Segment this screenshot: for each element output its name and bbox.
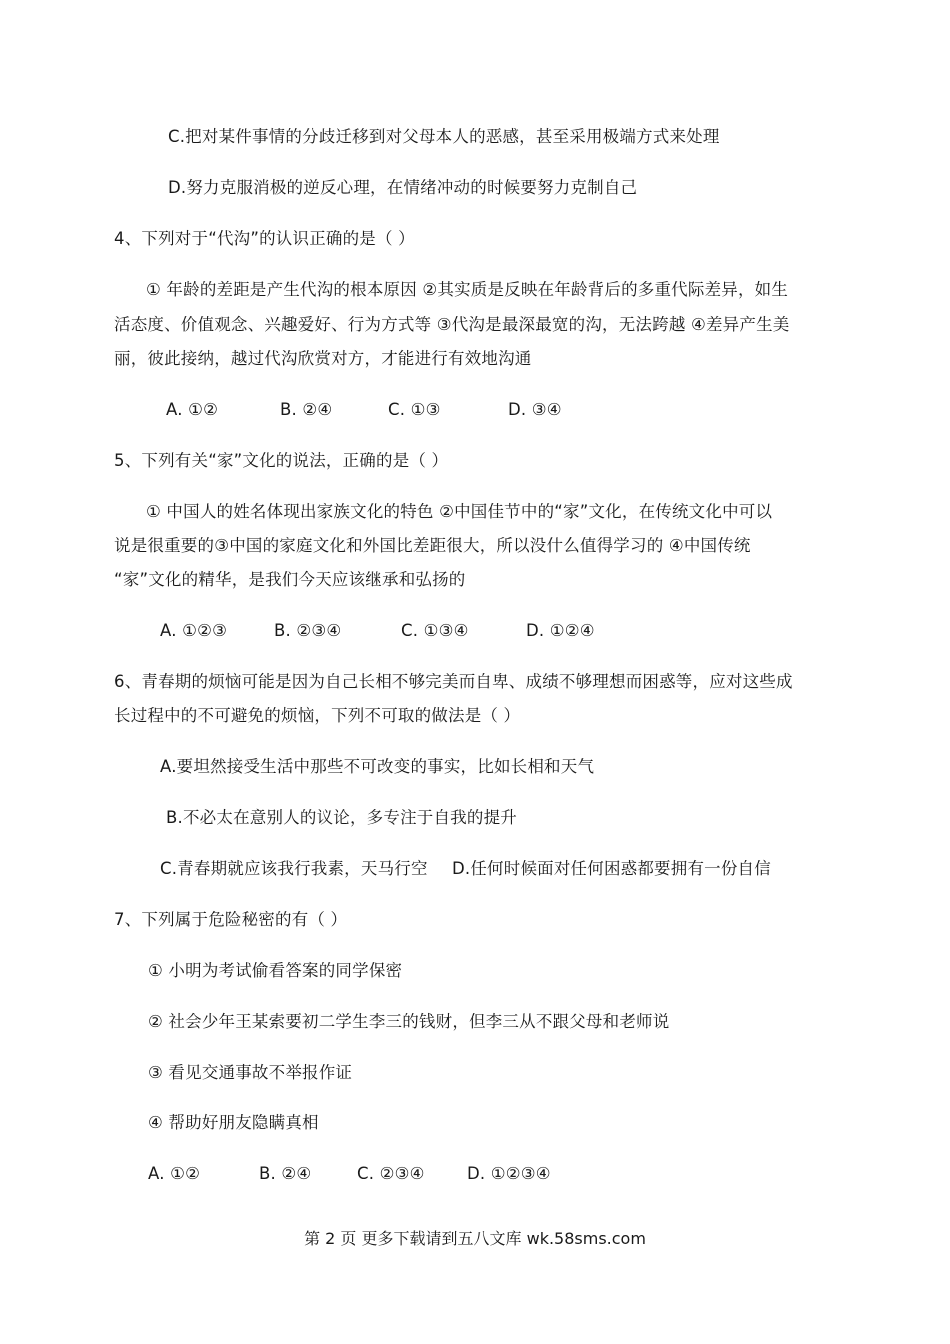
q5-stem: 5、下列有关“家”文化的说法，正确的是（ ） [114, 451, 449, 470]
q7-item: ① 小明为考试偷看答案的同学保密 [148, 961, 403, 980]
q7-stem: 7、下列属于危险秘密的有（ ） [114, 910, 348, 929]
q7-item: ② 社会少年王某索要初二学生李三的钱财，但李三从不跟父母和老师说 [148, 1012, 670, 1031]
q6-option-d: D.任何时候面对任何困惑都要拥有一份自信 [452, 859, 771, 878]
q4-option-c: C. ①③ [388, 400, 441, 419]
q6-stem-line: 长过程中的不可避免的烦恼，下列不可取的做法是（ ） [114, 706, 521, 725]
q3-option-c: C.把对某件事情的分歧迁移到对父母本人的恶感，甚至采用极端方式来处理 [168, 127, 720, 146]
q4-option-a: A. ①② [166, 400, 219, 419]
q7-option-d: D. ①②③④ [467, 1164, 551, 1183]
q5-body-line: “家”文化的精华，是我们今天应该继承和弘扬的 [114, 570, 466, 589]
q7-item: ③ 看见交通事故不举报作证 [148, 1063, 353, 1082]
q7-item: ④ 帮助好朋友隐瞒真相 [148, 1113, 319, 1132]
q5-option-d: D. ①②④ [526, 621, 595, 640]
page-footer: 第 2 页 更多下载请到五八文库 wk.58sms.com [304, 1229, 646, 1248]
q7-option-b: B. ②④ [259, 1164, 312, 1183]
q6-option-c: C.青春期就应该我行我素，天马行空 [160, 859, 428, 878]
q4-body-line: 丽，彼此接纳，越过代沟欣赏对方，才能进行有效地沟通 [114, 349, 532, 368]
q5-option-b: B. ②③④ [274, 621, 342, 640]
q4-option-d: D. ③④ [508, 400, 562, 419]
q5-option-c: C. ①③④ [401, 621, 469, 640]
q5-body-line: 说是很重要的③中国的家庭文化和外国比差距很大，所以没什么值得学习的 ④中国传统 [114, 536, 751, 555]
q6-option-a: A.要坦然接受生活中那些不可改变的事实，比如长相和天气 [160, 757, 595, 776]
q4-option-b: B. ②④ [280, 400, 333, 419]
q3-option-d: D.努力克服消极的逆反心理，在情绪冲动的时候要努力克制自己 [168, 178, 638, 197]
q6-option-b: B.不必太在意别人的议论，多专注于自我的提升 [166, 808, 517, 827]
q5-body-line: ① 中国人的姓名体现出家族文化的特色 ②中国佳节中的“家”文化，在传统文化中可以 [146, 502, 773, 521]
q6-stem-line: 6、青春期的烦恼可能是因为自己长相不够完美而自卑、成绩不够理想而困惑等，应对这些成 [114, 672, 793, 691]
q5-option-a: A. ①②③ [160, 621, 228, 640]
q4-body-line: ① 年龄的差距是产生代沟的根本原因 ②其实质是反映在年龄背后的多重代际差异，如生 [146, 280, 789, 299]
q7-option-c: C. ②③④ [357, 1164, 425, 1183]
q4-stem: 4、下列对于“代沟”的认识正确的是（ ） [114, 229, 415, 248]
q7-option-a: A. ①② [148, 1164, 201, 1183]
q4-body-line: 活态度、价值观念、兴趣爱好、行为方式等 ③代沟是最深最宽的沟，无法跨越 ④差异产生美 [114, 315, 790, 334]
